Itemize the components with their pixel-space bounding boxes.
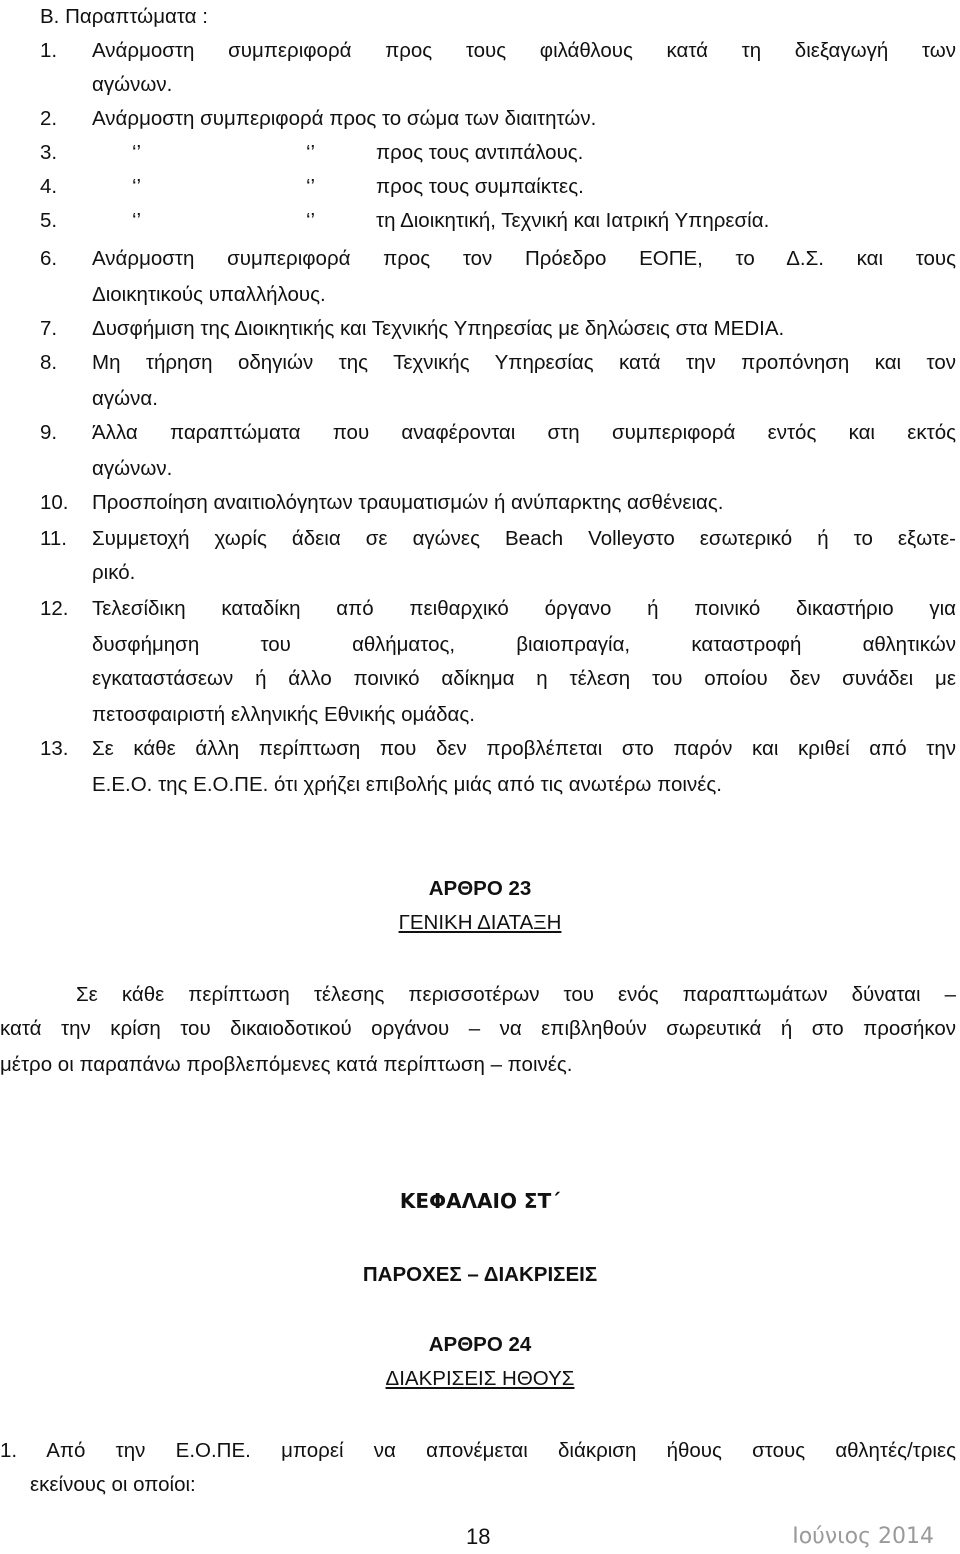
article-24-subtitle: ΔΙΑΚΡΙΣΕΙΣ ΗΘΟΥΣ xyxy=(385,1367,575,1390)
item-number: 12. xyxy=(40,597,69,620)
chapter-title: ΚΕΦΑΛΑΙΟ ΣΤ΄ xyxy=(399,1189,561,1213)
item-number: 8. xyxy=(40,351,58,374)
item-text-line: Ανάρμοστη συμπεριφορά προς τον Πρόεδρο ΕΟΠΕ, το Δ.Σ. και τους xyxy=(92,247,956,270)
item-text-line: δυσφήμηση του αθλήματος, βιαιοπραγία, καταστροφή αθλητικών xyxy=(92,633,956,656)
item-text-line: αγώνα. xyxy=(92,387,158,410)
item-text-line: Τελεσίδικη καταδίκη από πειθαρχικό όργανο ή ποινικό δικαστήριο για xyxy=(92,597,956,620)
item-text-line: Ανάρμοστη συμπεριφορά προς τους φιλάθλους κατά τη διεξαγωγή των xyxy=(92,39,956,62)
item-text-line: πετοσφαιριστή ελληνικής Εθνικής ομάδας. xyxy=(92,703,475,726)
item-text-line: αγώνων. xyxy=(92,73,173,96)
chapter-subtitle: ΠΑΡΟΧΕΣ – ΔΙΑΚΡΙΣΕΙΣ xyxy=(362,1263,598,1286)
ditto-mark: ‘’ xyxy=(306,209,316,232)
article-23-paragraph-line: Σε κάθε περίπτωση τέλεσης περισσοτέρων του ενός παραπτωμάτων δύναται – xyxy=(76,983,956,1006)
item-text-line: τη Διοικητική, Τεχνική και Ιατρική Υπηρεσία. xyxy=(376,209,770,232)
item-text-line: Σε κάθε άλλη περίπτωση που δεν προβλέπεται στο παρόν και κριθεί από την xyxy=(92,737,956,760)
article-23-title: ΑΡΘΡΟ 23 xyxy=(428,877,532,900)
item-text-line: εγκαταστάσεων ή άλλο ποινικό αδίκημα η τέλεση του οποίου δεν συνάδει με xyxy=(92,667,956,690)
article-23-subtitle: ΓΕΝΙΚΗ ΔΙΑΤΑΞΗ xyxy=(398,911,562,934)
section-title: Β. Παραπτώματα : xyxy=(40,5,208,28)
item-text-line: Ε.Ε.Ο. της Ε.Ο.ΠΕ. ότι χρήζει επιβολής μιάς από τις ανωτέρω ποινές. xyxy=(92,773,722,796)
ditto-mark: ‘’ xyxy=(306,175,316,198)
item-number: 10. xyxy=(40,491,69,514)
item-text-line: προς τους αντιπάλους. xyxy=(376,141,584,164)
article-24-item-line: εκείνους οι οποίοι: xyxy=(30,1473,196,1496)
item-number: 2. xyxy=(40,107,58,130)
item-text-line: Μη τήρηση οδηγιών της Τεχνικής Υπηρεσίας κατά την προπόνηση και τον xyxy=(92,351,956,374)
page-number: 18 xyxy=(466,1524,491,1549)
footer-date: Ιούνιος 2014 xyxy=(792,1524,934,1549)
item-text-line: Άλλα παραπτώματα που αναφέρονται στη συμπεριφορά εντός και εκτός xyxy=(92,421,956,444)
item-text-line: αγώνων. xyxy=(92,457,173,480)
item-number: 9. xyxy=(40,421,58,444)
article-23-paragraph-line: κατά την κρίση του δικαιοδοτικού οργάνου – να επιβληθούν σωρευτικά ή στο προσήκον xyxy=(0,1017,956,1040)
ditto-mark: ‘’ xyxy=(132,141,142,164)
item-text-line: Προσποίηση αναιτιολόγητων τραυματισμών ή ανύπαρκτης ασθένειας. xyxy=(92,491,724,514)
ditto-mark: ‘’ xyxy=(306,141,316,164)
item-number: 11. xyxy=(40,527,67,550)
ditto-mark: ‘’ xyxy=(132,209,142,232)
article-24-title: ΑΡΘΡΟ 24 xyxy=(428,1333,532,1356)
item-number: 6. xyxy=(40,247,58,270)
item-text-line: ρικό. xyxy=(92,561,136,584)
item-text-line: Ανάρμοστη συμπεριφορά προς το σώμα των διαιτητών. xyxy=(92,107,597,130)
ditto-mark: ‘’ xyxy=(132,175,142,198)
item-number: 1. xyxy=(40,39,58,62)
item-number: 5. xyxy=(40,209,58,232)
item-text-line: Συμμετοχή χωρίς άδεια σε αγώνες Beach Volleyστο εσωτερικό ή το εξωτε- xyxy=(92,527,956,550)
article-23-paragraph-line: μέτρο οι παραπάνω προβλεπόμενες κατά περίπτωση – ποινές. xyxy=(0,1053,573,1076)
item-number: 13. xyxy=(40,737,69,760)
article-24-item-line: 1. Από την Ε.Ο.ΠΕ. μπορεί να απονέμεται διάκριση ήθους στους αθλητές/τριες xyxy=(0,1439,956,1462)
item-number: 3. xyxy=(40,141,58,164)
item-text-line: Δυσφήμιση της Διοικητικής και Τεχνικής Υπηρεσίας με δηλώσεις στα MEDIA. xyxy=(92,317,785,340)
item-number: 4. xyxy=(40,175,58,198)
item-text-line: προς τους συμπαίκτες. xyxy=(376,175,584,198)
item-number: 7. xyxy=(40,317,58,340)
item-text-line: Διοικητικούς υπαλλήλους. xyxy=(92,283,326,306)
